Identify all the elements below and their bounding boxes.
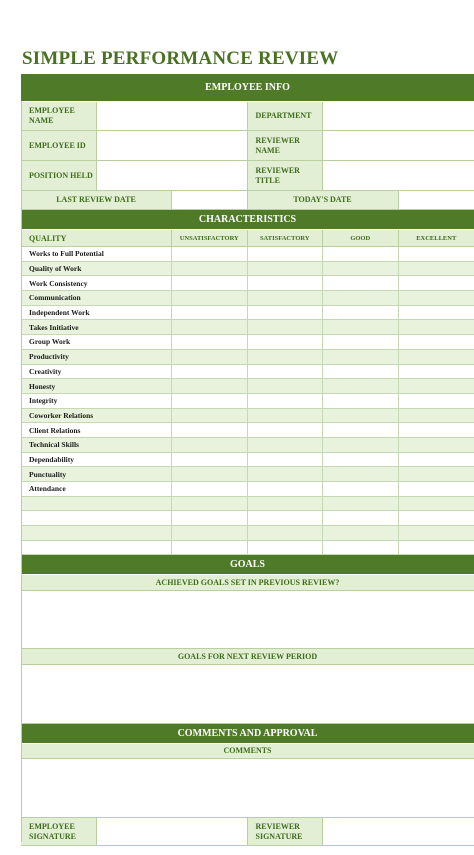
rating-cell-good[interactable] [323,365,399,379]
quality-row [21,394,474,409]
rating-cell-satisfactory[interactable] [248,276,324,290]
rating-cell-satisfactory[interactable] [248,526,324,540]
column-good: GOOD [323,230,399,246]
rating-cell-satisfactory[interactable] [248,453,324,467]
rating-cell-good[interactable] [323,262,399,276]
rating-cell-excellent[interactable] [399,467,474,481]
goals-header: GOALS [21,555,474,575]
last-review-date-field[interactable] [172,191,248,209]
column-unsatisfactory: UNSATISFACTORY [172,230,248,246]
quality-label: Independent Work [21,306,172,320]
reviewer-signature-label: REVIEWER SIGNATURE [248,818,324,845]
rating-cell-unsatisfactory[interactable] [172,379,248,393]
achieved-goals-label: ACHIEVED GOALS SET IN PREVIOUS REVIEW? [21,575,474,591]
todays-date-label: TODAY'S DATE [248,191,399,209]
rating-cell-satisfactory[interactable] [248,438,324,452]
rating-cell-unsatisfactory[interactable] [172,335,248,349]
rating-cell-unsatisfactory[interactable] [172,438,248,452]
review-form [21,74,474,846]
quality-label: Work Consistency [21,276,172,290]
last-review-date-label: LAST REVIEW DATE [21,191,172,209]
rating-cell-satisfactory[interactable] [248,306,324,320]
rating-cell-excellent[interactable] [399,497,474,511]
rating-cell-satisfactory[interactable] [248,262,324,276]
column-quality: QUALITY [21,230,172,246]
department-label: DEPARTMENT [248,102,324,130]
rating-cell-good[interactable] [323,276,399,290]
reviewer-name-label: REVIEWER NAME [248,131,324,160]
rating-cell-unsatisfactory[interactable] [172,247,248,261]
column-excellent: EXCELLENT [416,234,457,242]
employee-info-header: EMPLOYEE INFO [21,74,474,102]
rating-cell-good[interactable] [323,482,399,496]
rating-cell-satisfactory[interactable] [248,423,324,437]
rating-cell-unsatisfactory[interactable] [172,511,248,525]
quality-row [21,276,474,291]
reviewer-title-label: REVIEWER TITLE [248,161,324,190]
next-goals-field[interactable] [21,665,474,724]
employee-name-label: EMPLOYEE NAME [21,102,97,130]
rating-cell-unsatisfactory[interactable] [172,350,248,364]
employee-id-label: EMPLOYEE ID [21,131,97,160]
quality-label: Dependability [21,453,172,467]
rating-cell-excellent[interactable] [399,423,474,437]
rating-cell-good[interactable] [323,453,399,467]
rating-cell-satisfactory[interactable] [248,320,324,334]
rating-cell-excellent[interactable] [399,379,474,393]
rating-cell-good[interactable] [323,438,399,452]
rating-cell-excellent[interactable] [399,276,474,290]
rating-cell-good[interactable] [323,526,399,540]
quality-row [21,291,474,306]
column-satisfactory: SATISFACTORY [248,230,324,246]
rating-cell-satisfactory[interactable] [248,291,324,305]
rating-cell-good[interactable] [323,350,399,364]
quality-row [21,365,474,380]
quality-label: Technical Skills [21,438,172,452]
comments-header: COMMENTS AND APPROVAL [21,724,474,744]
quality-label: Productivity [21,350,172,364]
rating-cell-excellent[interactable] [399,306,474,320]
quality-row [21,409,474,424]
rating-cell-excellent[interactable] [399,526,474,540]
quality-label: Works to Full Potential [21,247,172,261]
rating-cell-unsatisfactory[interactable] [172,467,248,481]
quality-row [21,350,474,365]
rating-cell-satisfactory[interactable] [248,247,324,261]
characteristics-rows [21,247,474,555]
rating-cell-satisfactory[interactable] [248,541,324,555]
rating-cell-satisfactory[interactable] [248,365,324,379]
rating-cell-good[interactable] [323,247,399,261]
quality-row [21,438,474,453]
department-field[interactable] [323,102,474,130]
rating-cell-excellent[interactable] [399,320,474,334]
row-position-title [21,161,474,191]
quality-label: Coworker Relations [21,409,172,423]
quality-label: Takes Initiative [21,320,172,334]
row-name-department [21,102,474,131]
quality-label: Quality of Work [21,262,172,276]
position-held-label: POSITION HELD [21,161,97,190]
rating-cell-satisfactory[interactable] [248,511,324,525]
rating-cell-excellent[interactable] [399,453,474,467]
rating-cell-excellent[interactable] [399,262,474,276]
quality-row [21,335,474,350]
rating-cell-good[interactable] [323,409,399,423]
quality-label: Communication [21,291,172,305]
rating-cell-satisfactory[interactable] [248,350,324,364]
quality-label: Client Relations [21,423,172,437]
achieved-goals-field[interactable] [21,591,474,649]
quality-row [21,511,474,526]
rating-cell-good[interactable] [323,541,399,555]
characteristics-header: CHARACTERISTICS [21,210,474,230]
rating-cell-unsatisfactory[interactable] [172,541,248,555]
rating-cell-unsatisfactory[interactable] [172,291,248,305]
rating-cell-satisfactory[interactable] [248,335,324,349]
todays-date-field[interactable] [399,191,474,209]
quality-row [21,526,474,541]
rating-cell-satisfactory[interactable] [248,482,324,496]
rating-cell-unsatisfactory[interactable] [172,423,248,437]
rating-cell-unsatisfactory[interactable] [172,482,248,496]
reviewer-signature-field[interactable] [323,818,474,845]
row-id-reviewer [21,131,474,161]
rating-cell-satisfactory[interactable] [248,497,324,511]
comments-field[interactable] [21,759,474,818]
quality-row [21,423,474,438]
quality-label: Punctuality [21,467,172,481]
rating-cell-unsatisfactory[interactable] [172,409,248,423]
rating-cell-satisfactory[interactable] [248,409,324,423]
row-dates [21,191,474,210]
rating-cell-good[interactable] [323,291,399,305]
rating-cell-excellent[interactable] [399,409,474,423]
quality-label [21,497,172,511]
rating-cell-unsatisfactory[interactable] [172,306,248,320]
quality-row [21,247,474,262]
rating-cell-good[interactable] [323,467,399,481]
rating-cell-excellent[interactable] [399,335,474,349]
rating-cell-unsatisfactory[interactable] [172,276,248,290]
rating-cell-unsatisfactory[interactable] [172,365,248,379]
employee-name-field[interactable] [97,102,248,130]
rating-cell-good[interactable] [323,511,399,525]
rating-cell-unsatisfactory[interactable] [172,394,248,408]
rating-cell-unsatisfactory[interactable] [172,497,248,511]
rating-cell-unsatisfactory[interactable] [172,453,248,467]
quality-label: Honesty [21,379,172,393]
quality-label: Integrity [21,394,172,408]
rating-cell-excellent[interactable] [399,482,474,496]
rating-cell-excellent[interactable] [399,511,474,525]
quality-label [21,511,172,525]
quality-label: Group Work [21,335,172,349]
rating-cell-good[interactable] [323,335,399,349]
quality-row [21,262,474,277]
quality-row [21,541,474,556]
rating-cell-excellent[interactable] [399,438,474,452]
quality-label: Attendance [21,482,172,496]
rating-cell-good[interactable] [323,320,399,334]
comments-label: COMMENTS [21,744,474,759]
rating-cell-excellent[interactable] [399,247,474,261]
quality-row [21,453,474,468]
rating-cell-excellent[interactable] [399,291,474,305]
rating-cell-good[interactable] [323,394,399,408]
employee-signature-label: EMPLOYEE SIGNATURE [21,818,97,845]
rating-cell-good[interactable] [323,306,399,320]
rating-cell-good[interactable] [323,497,399,511]
rating-cell-good[interactable] [323,379,399,393]
employee-id-field[interactable] [97,131,248,160]
quality-row [21,482,474,497]
position-held-field[interactable] [97,161,248,190]
rating-cell-unsatisfactory[interactable] [172,262,248,276]
rating-cell-unsatisfactory[interactable] [172,320,248,334]
row-signatures [21,818,474,846]
rating-cell-unsatisfactory[interactable] [172,526,248,540]
next-goals-label: GOALS FOR NEXT REVIEW PERIOD [21,649,474,665]
rating-cell-good[interactable] [323,423,399,437]
characteristics-column-headers [21,230,474,247]
page-title: SIMPLE PERFORMANCE REVIEW [22,48,339,69]
reviewer-name-field[interactable] [323,131,474,160]
rating-cell-excellent[interactable] [399,394,474,408]
quality-row [21,467,474,482]
rating-cell-excellent[interactable] [399,365,474,379]
quality-label: Creativity [21,365,172,379]
quality-row [21,497,474,512]
quality-row [21,306,474,321]
quality-row [21,379,474,394]
quality-label [21,526,172,540]
employee-signature-field[interactable] [97,818,248,845]
rating-cell-excellent[interactable] [399,541,474,555]
quality-label [21,541,172,555]
rating-cell-satisfactory[interactable] [248,379,324,393]
quality-row [21,320,474,335]
reviewer-title-field[interactable] [323,161,474,190]
rating-cell-excellent[interactable] [399,350,474,364]
rating-cell-satisfactory[interactable] [248,467,324,481]
rating-cell-satisfactory[interactable] [248,394,324,408]
